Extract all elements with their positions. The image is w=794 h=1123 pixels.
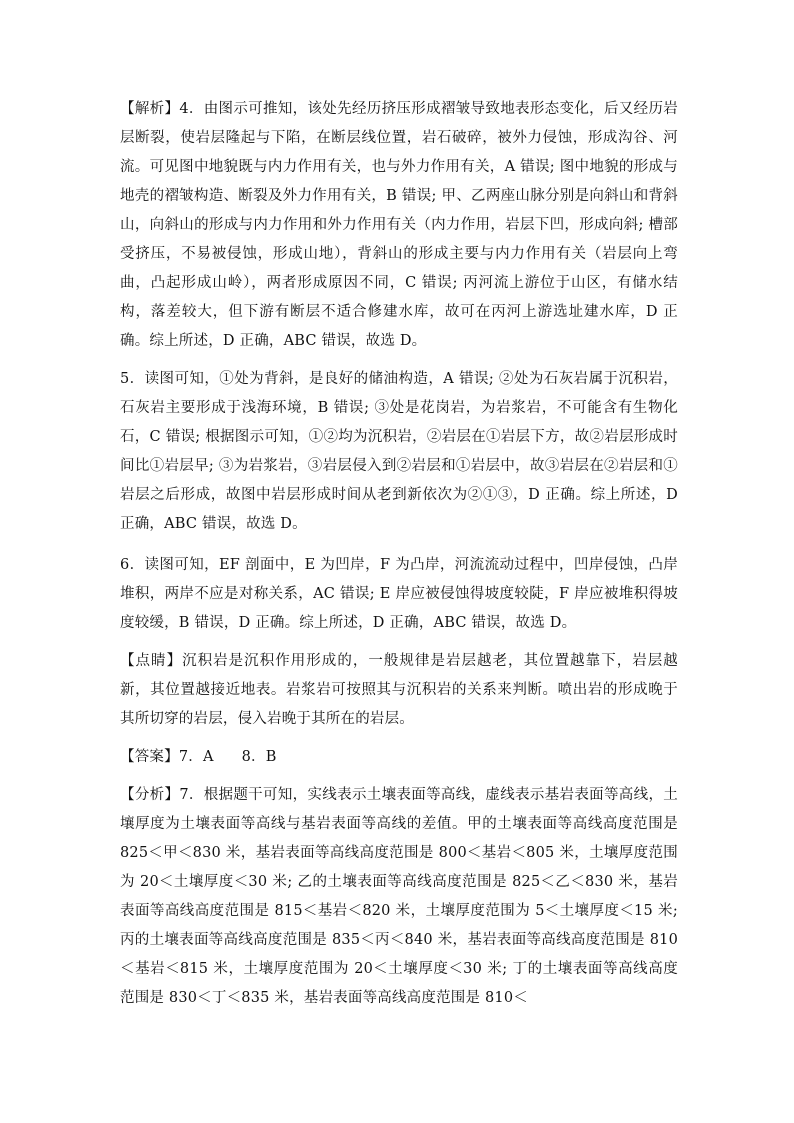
key-point-tag: 【点睛】 — [120, 653, 183, 669]
answer-item-7: 7．A — [178, 749, 214, 765]
analysis-text-q6: 6．读图可知，EF 剖面中，E 为凹岸，F 为凸岸，河流流动过程中，凹岸侵蚀，凸岸堆积，两岸不应是对称关系，AC 错误; E 岸应被侵蚀得坡度较陡，F 岸应被堆积得坡度较缓，B 错误，D 正确。综上所述，D 正确，ABC 错误，故选 D。 — [120, 557, 678, 631]
document-page — [120, 95, 678, 1013]
analysis-tag: 【解析】 — [120, 101, 180, 117]
analysis-paragraph-q7 — [120, 781, 678, 1013]
answer-paragraph — [120, 743, 678, 772]
analysis-tag-q7: 【分析】 — [120, 787, 180, 803]
answer-tag: 【答案】 — [120, 749, 179, 765]
answer-item-8: 8．B — [241, 749, 277, 765]
key-point-text: 沉积岩是沉积作用形成的，一般规律是岩层越老，其位置越靠下，岩层越新，其位置越接近地表。岩浆岩可按照其与沉积岩的关系来判断。喷出岩的形成晚于其所切穿的岩层，侵入岩晚于其所在的岩层。 — [120, 653, 678, 727]
analysis-paragraph-q6 — [120, 551, 678, 638]
analysis-paragraph-q4 — [120, 95, 678, 356]
analysis-paragraph-q5 — [120, 365, 678, 539]
analysis-text-q4: 4．由图示可推知，该处先经历挤压形成褶皱导致地表形态变化，后又经历岩层断裂，使岩层隆起与下陷，在断层线位置，岩石破碎，被外力侵蚀，形成沟谷、河流。可见图中地貌既与内力作用有关，也与外力作用有关，A 错误; 图中地貌的形成与地壳的褶皱构造、断裂及外力作用有关，B 错误; 甲、乙两座山脉分别是向斜山和背斜山，向斜山的形成与内力作用和外力作用有关（内力作用，岩层下凹，形成向斜; 槽部受挤压，不易被侵蚀，形成山地），背斜山的形成主要与内力作用有关（岩层向上弯曲，凸起形成山岭），两者形成原因不同，C 错误; 丙河流上游位于山区，有储水结构，落差较大，但下游有断层不适合修建水库，故可在丙河上游选址建水库，D 正确。综上所述，D 正确，ABC 错误，故选 D。 — [120, 101, 678, 349]
analysis-text-q7: 7．根据题干可知，实线表示土壤表面等高线，虚线表示基岩表面等高线，土壤厚度为土壤表面等高线与基岩表面等高线的差值。甲的土壤表面等高线高度范围是 825＜甲＜830 米，基岩表面等高线高度范围是 800＜基岩＜805 米，土壤厚度范围为 20＜土壤厚度＜30 米; 乙的土壤表面等高线高度范围是 825＜乙＜830 米，基岩表面等高线高度范围是 815＜基岩＜820 米，土壤厚度范围为 5＜土壤厚度＜15 米; 丙的土壤表面等高线高度范围是 835＜丙＜840 米，基岩表面等高线高度范围是 810＜基岩＜815 米，土壤厚度范围为 20＜土壤厚度＜30 米; 丁的土壤表面等高线高度范围是 830＜丁＜835 米，基岩表面等高线高度范围是 810＜ — [120, 787, 678, 1006]
key-point-paragraph — [120, 647, 678, 734]
analysis-text-q5: 5．读图可知，①处为背斜，是良好的储油构造，A 错误; ②处为石灰岩属于沉积岩，石灰岩主要形成于浅海环境，B 错误; ③处是花岗岩，为岩浆岩，不可能含有生物化石，C 错误; 根据图示可知，①②均为沉积岩，②岩层在①岩层下方，故②岩层形成时间比①岩层早; ③为岩浆岩，③岩层侵入到②岩层和①岩层中，故③岩层在②岩层和①岩层之后形成，故图中岩层形成时间从老到新依次为②①③，D 正确。综上所述，D 正确，ABC 错误，故选 D。 — [120, 371, 678, 532]
